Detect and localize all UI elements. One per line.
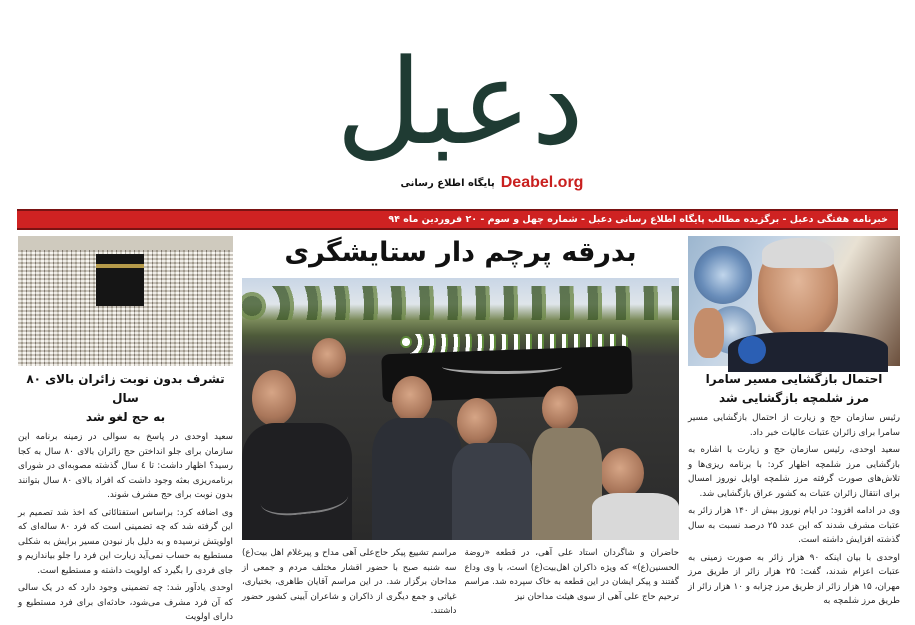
article-right-paragraph: اوحدی با بیان اینکه ۹۰ هزار زائر به صورت زمینی به عتبات اعزام شدند، گفت: ۲۵ هزار زائر از طریق مرز مهران، ۱۵ هزار زائر از طریق مرز چزابه و ۱۰ هزار زائر از طریق مرز شلمچه به — [688, 552, 901, 606]
article-left-headline-line2: به حج لغو شد — [85, 410, 166, 424]
issue-banner: خبرنامه هفتگی دعبل - برگزیده مطالب پایگاه اطلاع رسانی دعبل - شماره چهل و سوم - ۲۰ فروردین ماه ۹۴ — [17, 209, 898, 230]
article-left-paragraph: وی اضافه کرد: براساس استفتائاتی که اخذ شد تصمیم بر این گرفته شد که چه تضمینی است که فرد ۸۰ ساله‌ای که اولویتش نرسیده و به دلیل باز نبودن مسیر برایش به شکلی مستطیع به حساب نمی‌آید زیارت این فرد را جلو بیاندازیم و جای فردی را بگیرد که اولویت داشته و مستطیع است. — [18, 507, 234, 576]
official-photo — [688, 236, 900, 366]
microphone-icon — [738, 336, 766, 364]
logo-subtitle: پایگاه اطلاع رسانی — [400, 177, 495, 189]
article-right-paragraph: وی در ادامه افزود: در ایام نوروز بیش از ۱۴۰ هزار زائر به عتبات مشرف شدند که این عدد ۲۵ درصد نسبت به سال گذشته افزایش داشته است. — [688, 506, 900, 545]
article-left-paragraph: اوحدی یادآور شد: چه تضمینی وجود دارد که در یک سالی که آن فرد مشرف می‌شود، حادثه‌ای برای فرد مستطیع و دارای اولویت — [18, 583, 233, 622]
article-right-headline-line2: مرز شلمچه بازگشایی شد — [719, 391, 869, 405]
funeral-photo — [242, 278, 679, 540]
article-center — [242, 236, 679, 540]
photo-calligraphy — [442, 360, 562, 374]
article-left-paragraph: سعید اوحدی در پاسخ به سوالی در زمینه برنامه این سازمان برای جلو انداختن حج زائران بالای ۸۰ سال به کجا رسید؟ اظهار داشت: تا ٤ سال گذشته مصوبه‌ای در شورای برنامه‌ریزی بعثه وجود داشت که افراد بالای ۸۰ سال بتوانند بدون نوبت برای حج مشرف شوند. — [18, 432, 234, 500]
photo-building — [18, 236, 233, 250]
photo-figure — [452, 443, 532, 540]
logo-wordmark: دعبل — [336, 33, 584, 171]
article-center-body — [242, 546, 679, 616]
main-headline[interactable]: بدرقه پرچم دار ستایشگری — [284, 237, 637, 268]
article-left — [18, 236, 233, 625]
article-right-paragraph: سعید اوحدی، رئیس سازمان حج و زیارت با اشاره به بازگشایی مرز شلمچه اظهار کرد: با برنامه ریزی‌ها و تلاش‌های صورت گرفته مرز شلمچه اوایل نوروز امسال برای انتقال زائران عتبات به کشور عراق بازگشایی شد. — [688, 445, 900, 499]
logo-domain[interactable]: Deabel.org — [500, 174, 584, 191]
masthead — [0, 0, 915, 208]
article-right — [688, 236, 900, 609]
article-left-headline[interactable] — [18, 370, 233, 427]
photo-hand — [694, 308, 724, 358]
logo-tagline — [392, 172, 592, 194]
article-right-paragraph: رئیس سازمان حج و زیارت از احتمال بازگشایی مسیر سامرا برای زائران عتبات عالیات خبر داد. — [688, 413, 900, 438]
kaaba-photo — [18, 236, 233, 366]
photo-trees — [242, 286, 679, 320]
photo-figure — [592, 493, 679, 540]
photo-face — [312, 338, 346, 378]
photo-hair — [762, 238, 834, 268]
photo-decor-tile — [694, 246, 752, 304]
article-left-headline-line1: تشرف بدون نوبت زائران بالای ۸۰ سال — [26, 372, 225, 405]
photo-figure — [372, 418, 462, 540]
kaaba-icon — [96, 254, 144, 306]
photo-face — [600, 448, 644, 498]
photo-face — [392, 376, 432, 422]
article-center-column: حاضران و شاگردان استاد علی آهی، در قطعه «روضة الحسنین(ع)» که ویژه ذاکران اهل‌بیت(ع) است، با وی وداع گفتند و پیکر ایشان در این قطعه به خاک سپرده شد. مراسم ترحیم حاج علی آهی از سوی هیئت مداحان نیز — [464, 548, 679, 602]
photo-face — [252, 370, 296, 426]
photo-face — [542, 386, 578, 430]
article-center-column: مراسم تشییع پیکر حاج‌علی آهی مداح و پیرغلام اهل بیت(ع) سه شنبه صبح با حضور اقشار مختلف مردم و جمعی از مداحان برگزار شد. در این مراسم آقایان طاهری، بختیاری، غیاثی و جمع دیگری از ذاکران و شاعران آیینی کشور حضور داشتند. — [242, 548, 457, 616]
article-right-headline[interactable] — [688, 370, 900, 408]
article-right-headline-line1: احتمال بازگشایی مسیر سامرا — [705, 372, 883, 386]
photo-face — [457, 398, 497, 446]
kaaba-band — [96, 264, 144, 268]
